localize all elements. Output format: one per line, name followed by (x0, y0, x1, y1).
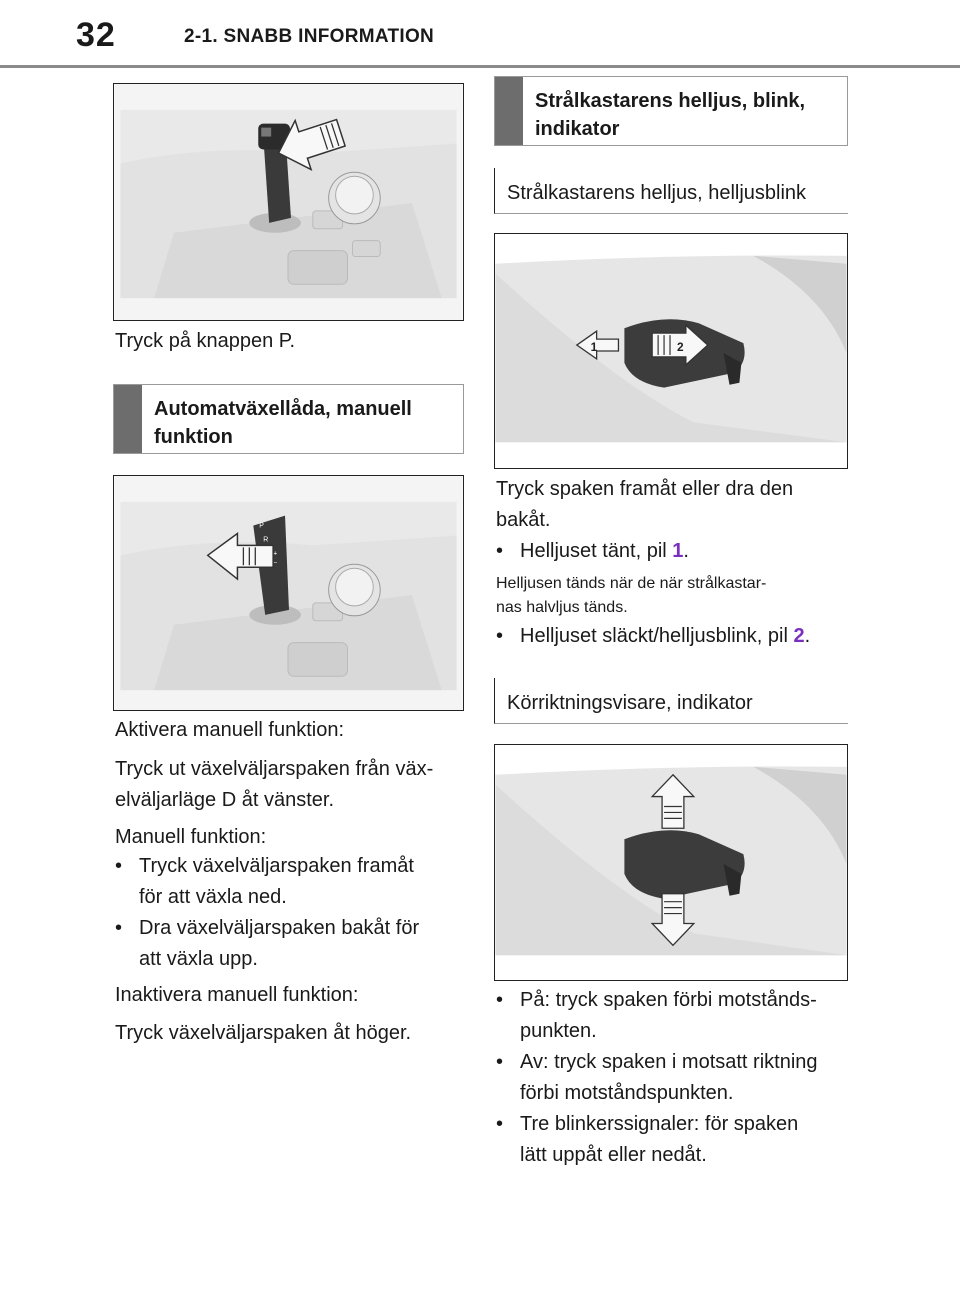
page-header (0, 0, 960, 70)
bullet-dot: • (496, 625, 504, 647)
list-item (496, 1109, 848, 1171)
subheading-title: Strålkastarens helljus, helljusblink (507, 182, 807, 204)
bullet-line: förbi motståndspunkten. (520, 1082, 734, 1104)
header-rule (0, 65, 960, 68)
note-line: Helljusen tänds när de när strålkastar- (496, 575, 767, 592)
paragraph-manual: Manuell funktion: (115, 826, 267, 848)
gear-label-plus: + (273, 550, 278, 558)
paragraph-push-out-2: elväljarläge D åt vänster. (115, 789, 335, 811)
paragraph-push-right: Tryck växelväljarspaken åt höger. (115, 1022, 412, 1044)
paragraph-push-out-1: Tryck ut växelväljarspaken från väx- (115, 758, 434, 780)
stalk-illustration-1 (495, 234, 847, 468)
bullet-text: Helljuset tänt, pil (520, 540, 673, 562)
bullet-line: Helljuset tänt, pil 1. (520, 540, 689, 562)
gear-label-p: P (259, 522, 264, 530)
bullet-line: punkten. (520, 1020, 597, 1042)
bullet-line: lätt uppåt eller nedåt. (520, 1144, 707, 1166)
bullet-line: Tre blinkerssignaler: för spaken (520, 1113, 799, 1135)
section-title: Strålkastarens helljus, blink, indikator (535, 90, 806, 140)
gear-label-minus: − (273, 560, 278, 568)
bullet-line: Dra växelväljarspaken bakåt för (139, 917, 420, 939)
console-illustration-1 (114, 84, 463, 320)
figure-high-beam-stalk (494, 233, 848, 469)
subheading-indicator (494, 678, 848, 724)
chapter-title: 2-1. SNABB INFORMATION (184, 26, 435, 47)
bullet-dot: • (496, 989, 504, 1011)
figure-indicator-stalk (494, 744, 848, 981)
list-item (496, 536, 848, 567)
bullet-line: På: tryck spaken förbi motstånds- (520, 989, 817, 1011)
bullet-line: Helljuset släckt/helljusblink, pil 2. (520, 625, 811, 647)
figure-manual-shift (113, 475, 464, 711)
bullet-dot: • (115, 855, 123, 877)
figure-label-1: 1 (590, 340, 598, 354)
bullet-text: Helljuset släckt/helljusblink, pil (520, 625, 794, 647)
list-item (115, 851, 465, 913)
bullet-dot: • (496, 1113, 504, 1135)
section-bar (114, 385, 142, 453)
figure-park-button (113, 83, 464, 321)
bullet-line: att växla upp. (139, 948, 258, 970)
list-item (496, 1047, 848, 1109)
section-title: Automatväxellåda, manuell funktion (154, 398, 412, 448)
gear-label-r: R (263, 536, 269, 544)
arrow-number: 2 (793, 625, 805, 647)
paragraph-push-stalk-2: bakåt. (496, 509, 551, 531)
list-item (496, 985, 848, 1047)
note-line: nas halvljus tänds. (496, 599, 628, 616)
paragraph-activate: Aktivera manuell funktion: (115, 719, 345, 741)
stalk-illustration-2 (495, 745, 847, 980)
bullet-line: för att växla ned. (139, 886, 287, 908)
bullet-line: Tryck växelväljarspaken framåt (139, 855, 414, 877)
console-illustration-2 (114, 476, 463, 710)
arrow-number: 1 (672, 540, 684, 562)
bullet-line: Av: tryck spaken i motsatt riktning (520, 1051, 818, 1073)
bullet-dot: • (496, 540, 504, 562)
page-number: 32 (76, 16, 116, 54)
list-item (115, 913, 465, 975)
caption-press-p: Tryck på knappen P. (115, 330, 296, 352)
paragraph-deactivate: Inaktivera manuell funktion: (115, 984, 359, 1006)
list-item (496, 621, 848, 652)
bullet-dot: • (496, 1051, 504, 1073)
figure-label-2: 2 (676, 340, 684, 354)
section-headlights (494, 76, 848, 146)
subheading-high-beam (494, 168, 848, 214)
subheading-title: Körriktningsvisare, indikator (507, 692, 753, 714)
bullet-dot: • (115, 917, 123, 939)
paragraph-push-stalk-1: Tryck spaken framåt eller dra den (496, 478, 794, 500)
section-manual-mode (113, 384, 464, 454)
section-bar (495, 77, 523, 145)
